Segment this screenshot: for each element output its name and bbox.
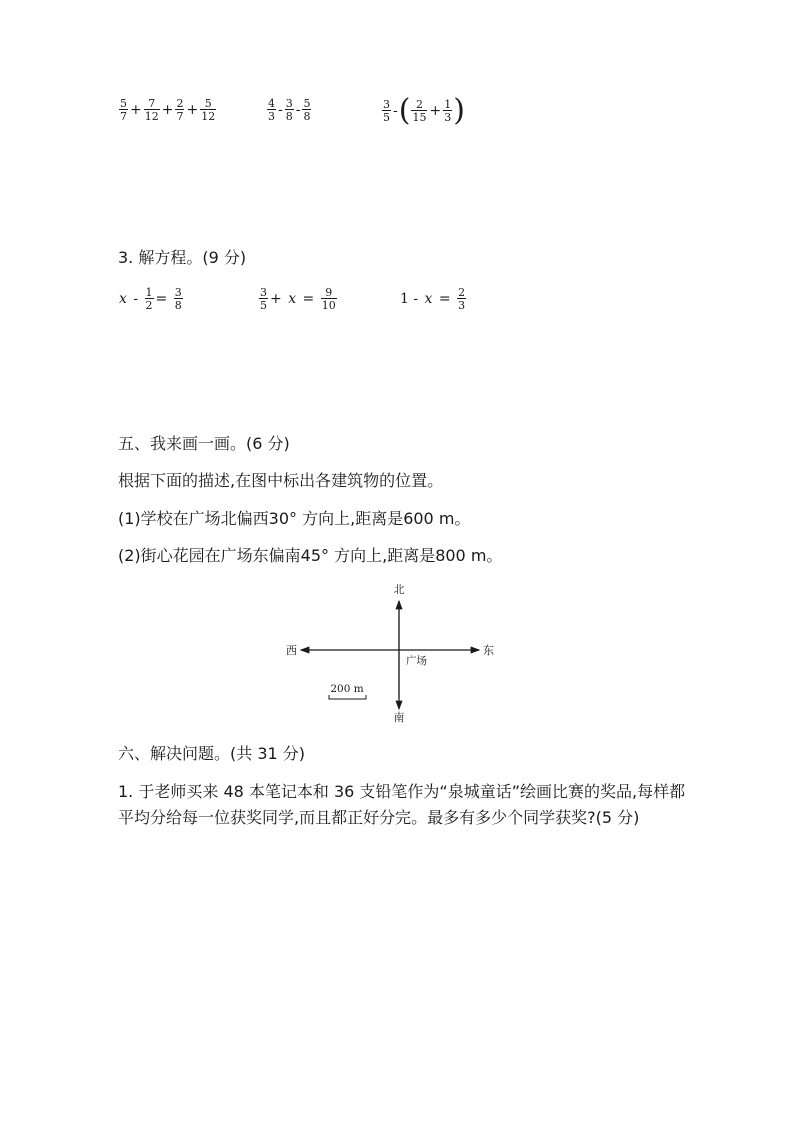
center-label: 广场 bbox=[406, 655, 427, 667]
numerator: 2 bbox=[415, 98, 423, 111]
question-1: 1. 于老师买来 48 本笔记本和 36 支铅笔作为“泉城童话”绘画比赛的奖品,每样都平均分给每一位获奖同学,而且都正好分完。最多有多少个同学获奖?(5 分) bbox=[118, 782, 686, 827]
fraction bbox=[285, 98, 294, 122]
operator: + bbox=[429, 103, 442, 119]
variable: x bbox=[288, 291, 297, 307]
south-label: 南 bbox=[393, 711, 405, 724]
section5-item-2: (2)街心花园在广场东偏南45° 方向上,距离是800 m。 bbox=[118, 546, 503, 565]
denominator: 12 bbox=[201, 110, 216, 123]
fraction bbox=[302, 98, 311, 122]
parenthesis: ) bbox=[453, 93, 465, 128]
numerator: 3 bbox=[260, 286, 267, 299]
numerator: 5 bbox=[120, 97, 127, 110]
numerator: 3 bbox=[174, 286, 182, 299]
scale-label: 200 m bbox=[330, 683, 364, 695]
denominator: 8 bbox=[285, 110, 293, 123]
section5-item-1: (1)学校在广场北偏西30° 方向上,距离是600 m。 bbox=[118, 509, 471, 528]
fraction bbox=[382, 99, 391, 123]
parenthesis: ( bbox=[398, 93, 411, 128]
denominator: 3 bbox=[458, 299, 466, 312]
fraction bbox=[144, 98, 160, 122]
operator: - bbox=[128, 291, 143, 307]
equation-1 bbox=[118, 287, 184, 311]
fraction bbox=[119, 98, 128, 122]
denominator: 5 bbox=[260, 299, 267, 312]
fraction bbox=[321, 287, 337, 311]
numerator: 7 bbox=[148, 97, 156, 110]
operator: = bbox=[155, 291, 172, 307]
numerator: 9 bbox=[325, 286, 333, 299]
operator: - bbox=[295, 102, 301, 118]
east-label: 东 bbox=[483, 644, 494, 657]
operator: = bbox=[298, 291, 319, 307]
equations-heading: 3. 解方程。(9 分) bbox=[118, 248, 247, 267]
operator: - bbox=[393, 103, 398, 119]
operator: - bbox=[278, 102, 283, 118]
fraction bbox=[411, 99, 427, 123]
fraction bbox=[267, 98, 276, 122]
denominator: 7 bbox=[176, 110, 184, 123]
north-label: 北 bbox=[393, 583, 405, 596]
numerator: 2 bbox=[176, 97, 184, 110]
section5-intro: 根据下面的描述,在图中标出各建筑物的位置。 bbox=[118, 471, 444, 490]
denominator: 8 bbox=[174, 299, 182, 312]
denominator: 12 bbox=[144, 110, 159, 123]
expression-3 bbox=[381, 93, 465, 128]
operator: + bbox=[161, 102, 174, 118]
numerator: 5 bbox=[303, 97, 311, 110]
fraction bbox=[200, 98, 216, 122]
west-label: 西 bbox=[286, 644, 297, 657]
fraction bbox=[175, 98, 184, 122]
equation-3 bbox=[399, 287, 467, 311]
variable: x bbox=[424, 291, 433, 307]
numerator: 4 bbox=[268, 97, 275, 110]
denominator: 5 bbox=[383, 111, 390, 124]
denominator: 3 bbox=[268, 110, 275, 123]
expression-1 bbox=[118, 98, 217, 122]
numerator: 2 bbox=[458, 286, 466, 299]
denominator: 10 bbox=[321, 299, 336, 312]
numerator: 3 bbox=[285, 97, 293, 110]
fraction bbox=[259, 287, 268, 311]
fraction bbox=[457, 287, 466, 311]
fraction bbox=[174, 287, 183, 311]
operator: + bbox=[130, 102, 142, 118]
section6-heading: 六、解决问题。(共 31 分) bbox=[118, 744, 306, 763]
denominator: 8 bbox=[303, 110, 311, 123]
variable: x bbox=[119, 291, 127, 307]
numerator: 1 bbox=[145, 286, 153, 299]
numerator: 1 bbox=[444, 98, 452, 111]
expression-2 bbox=[266, 98, 312, 122]
numerator: 5 bbox=[204, 97, 212, 110]
scale-bar bbox=[329, 695, 366, 699]
numerator: 3 bbox=[383, 98, 390, 111]
denominator: 3 bbox=[444, 111, 452, 124]
operator: = bbox=[434, 291, 456, 307]
denominator: 7 bbox=[120, 110, 127, 123]
denominator: 15 bbox=[412, 111, 427, 124]
operator: + bbox=[270, 291, 287, 307]
fraction bbox=[443, 99, 452, 123]
denominator: 2 bbox=[145, 299, 153, 312]
fraction bbox=[145, 287, 154, 311]
direction-diagram bbox=[280, 575, 510, 725]
equation-2 bbox=[258, 287, 338, 311]
operator: + bbox=[186, 102, 199, 118]
math-text: 1 - bbox=[400, 291, 423, 307]
section5-heading: 五、我来画一画。(6 分) bbox=[118, 434, 290, 453]
